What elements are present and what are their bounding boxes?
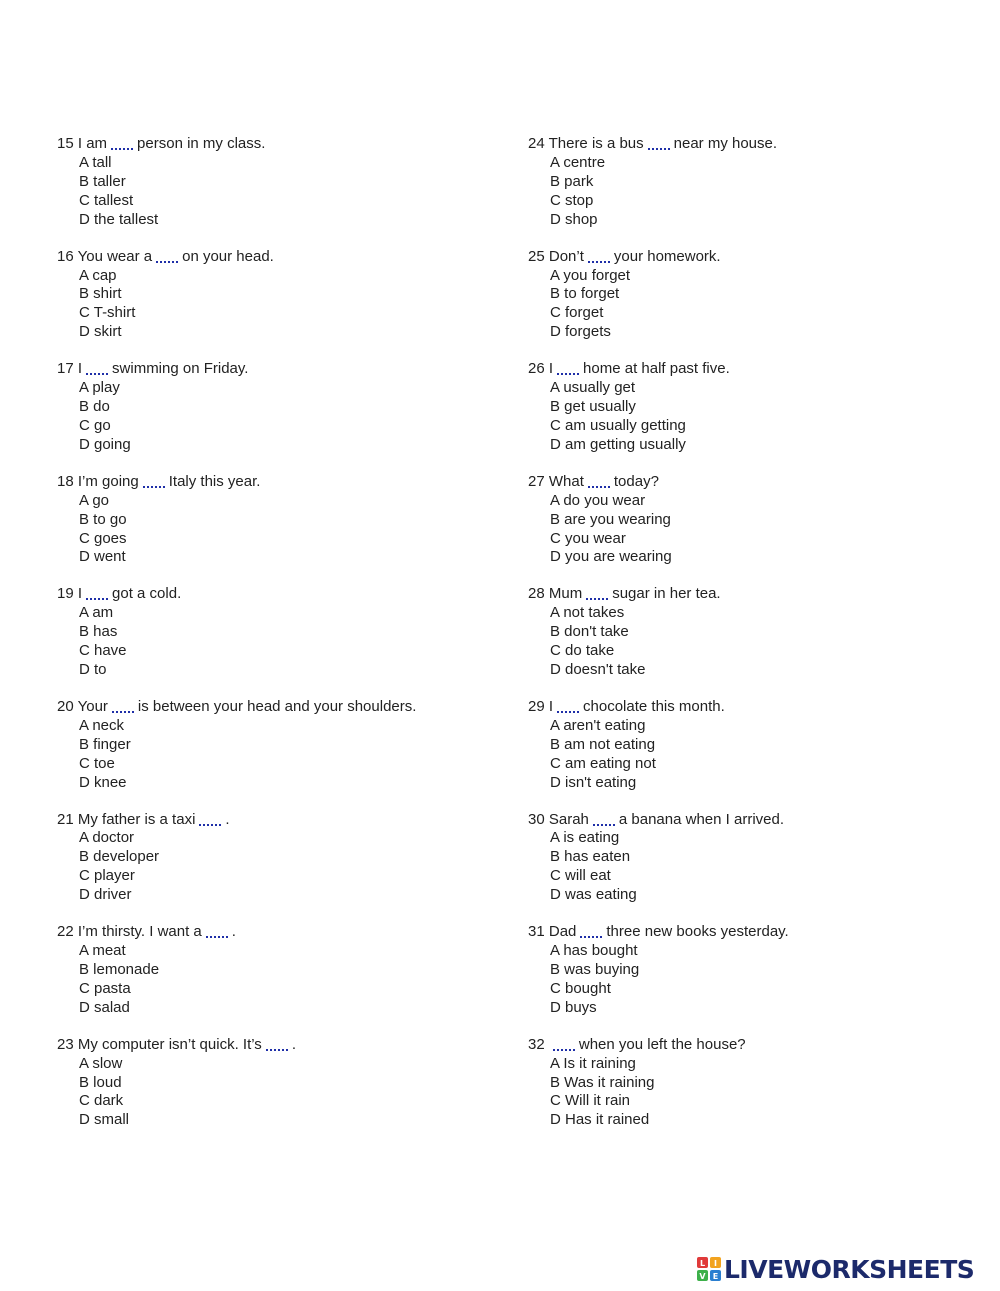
answer-blank[interactable] xyxy=(111,142,133,150)
answer-blank[interactable] xyxy=(588,255,610,263)
answer-option: A you forget xyxy=(550,266,631,284)
question-text-after: three new books yesterday. xyxy=(606,923,789,941)
answer-options xyxy=(57,1055,497,1131)
answer-option: A Is it raining xyxy=(550,1054,636,1072)
answer-blank[interactable] xyxy=(266,1043,288,1051)
answer-option: A slow xyxy=(79,1054,123,1072)
question-text-before: You wear a xyxy=(77,247,153,265)
question-text-after: your homework. xyxy=(613,247,721,265)
answer-option: B park xyxy=(550,172,594,190)
answer-options xyxy=(528,942,968,1018)
question-text-before: What xyxy=(548,472,584,490)
answer-option: C tallest xyxy=(79,191,134,209)
answer-option: B taller xyxy=(79,172,126,190)
answer-option: D was eating xyxy=(550,886,637,904)
question-number: 15 xyxy=(57,135,74,152)
question-text-after: . xyxy=(231,923,236,941)
answer-options xyxy=(528,717,968,793)
answer-blank[interactable] xyxy=(588,480,610,488)
answer-blank[interactable] xyxy=(86,592,108,600)
answer-option: B finger xyxy=(79,735,131,753)
answer-option: A not takes xyxy=(550,604,625,622)
question-stem xyxy=(528,135,968,154)
answer-option: A doctor xyxy=(79,829,135,847)
answer-blank[interactable] xyxy=(648,142,670,150)
question-text-before: My father is a taxi xyxy=(77,810,196,828)
question-text-after: home at half past five. xyxy=(583,360,730,378)
answer-option: B shirt xyxy=(79,285,122,303)
answer-option: B do xyxy=(79,398,110,415)
answer-blank[interactable] xyxy=(593,818,615,826)
answer-blank[interactable] xyxy=(580,930,602,938)
answer-option: D driver xyxy=(79,886,132,904)
answer-option: C toe xyxy=(79,754,115,772)
answer-blank[interactable] xyxy=(557,367,579,375)
answer-blank[interactable] xyxy=(199,818,221,826)
answer-option: C will eat xyxy=(550,867,611,885)
question-block xyxy=(528,248,968,361)
answer-option: D went xyxy=(79,548,126,566)
question-number: 24 xyxy=(528,135,545,152)
question-block xyxy=(57,811,497,924)
question-text-after: chocolate this month. xyxy=(583,697,725,715)
answer-option: A am xyxy=(79,604,114,622)
question-stem xyxy=(528,923,968,942)
logo-text: LIVEWORKSHEETS xyxy=(724,1254,975,1284)
answer-option: A meat xyxy=(79,942,126,960)
question-block xyxy=(528,1036,968,1149)
answer-option: D doesn't take xyxy=(550,661,646,678)
question-text-after: a banana when I arrived. xyxy=(618,810,785,828)
question-number: 21 xyxy=(57,810,74,828)
question-text-before: I am xyxy=(77,135,108,152)
answer-options xyxy=(528,829,968,905)
logo-letter-i: I xyxy=(714,1258,717,1268)
answer-option: A has bought xyxy=(550,942,638,960)
answer-option: D salad xyxy=(79,998,130,1016)
question-text-before: I xyxy=(77,360,83,378)
logo-letter-v: V xyxy=(699,1271,706,1281)
question-number: 31 xyxy=(528,923,545,941)
answer-option: A usually get xyxy=(550,379,636,397)
answer-option: B am not eating xyxy=(550,735,656,753)
answer-option: C am usually getting xyxy=(550,416,686,434)
question-number: 18 xyxy=(57,472,74,490)
answer-blank[interactable] xyxy=(557,705,579,713)
answer-option: B are you wearing xyxy=(550,510,671,528)
answer-options xyxy=(57,154,497,230)
answer-option: C do take xyxy=(550,642,615,660)
answer-blank[interactable] xyxy=(143,480,165,488)
question-stem xyxy=(528,473,968,492)
question-number: 16 xyxy=(57,247,74,265)
answer-option: B to forget xyxy=(550,285,620,303)
answer-option: D buys xyxy=(550,998,597,1016)
question-number: 30 xyxy=(528,810,545,828)
answer-option: D Has it rained xyxy=(550,1111,650,1129)
liveworksheets-logo xyxy=(697,1254,974,1284)
question-stem xyxy=(57,811,497,830)
answer-option: A cap xyxy=(79,266,117,284)
answer-option: C bought xyxy=(550,979,611,997)
question-number: 32 xyxy=(528,1035,545,1053)
question-number: 26 xyxy=(528,360,545,378)
answer-option: C have xyxy=(79,642,127,660)
question-text-after: when you left the house? xyxy=(578,1035,746,1053)
question-stem xyxy=(528,811,968,830)
answer-option: A neck xyxy=(79,716,125,734)
question-stem xyxy=(528,248,968,267)
answer-option: D skirt xyxy=(79,323,122,341)
answer-option: C stop xyxy=(550,191,594,209)
answer-option: B to go xyxy=(79,510,127,528)
answer-options xyxy=(57,604,497,680)
question-block xyxy=(57,360,497,473)
question-text-after: today? xyxy=(613,472,659,490)
answer-option: C goes xyxy=(79,529,127,547)
question-text-after: Italy this year. xyxy=(168,472,261,490)
question-block xyxy=(528,473,968,586)
question-number: 25 xyxy=(528,247,545,265)
question-number: 19 xyxy=(57,585,74,603)
question-text-after: sugar in her tea. xyxy=(612,585,721,603)
question-text-after: on your head. xyxy=(182,247,274,265)
question-stem xyxy=(57,585,497,604)
question-text-after: near my house. xyxy=(673,135,778,152)
answer-option: C pasta xyxy=(79,979,131,997)
answer-option: D am getting usually xyxy=(550,435,686,453)
question-text-before: I xyxy=(548,697,554,715)
answer-blank[interactable] xyxy=(86,367,108,375)
answer-blank[interactable] xyxy=(156,255,178,263)
answer-options xyxy=(57,267,497,343)
answer-blank[interactable] xyxy=(112,705,134,713)
answer-option: C go xyxy=(79,416,111,434)
answer-option: B developer xyxy=(79,848,160,866)
answer-options xyxy=(528,267,968,343)
answer-options xyxy=(528,604,968,680)
answer-blank[interactable] xyxy=(206,930,228,938)
question-number: 28 xyxy=(528,585,545,603)
question-number: 17 xyxy=(57,360,74,378)
question-text-before: Mum xyxy=(548,585,583,603)
question-stem xyxy=(57,698,497,717)
question-stem xyxy=(57,360,497,379)
question-text-after: got a cold. xyxy=(112,585,182,603)
question-text-after: swimming on Friday. xyxy=(112,360,249,378)
question-text-before: My computer isn’t quick. It’s xyxy=(77,1035,262,1053)
answer-option: C am eating not xyxy=(550,754,656,772)
answer-option: B loud xyxy=(79,1073,122,1091)
answer-option: D you are wearing xyxy=(550,548,672,566)
answer-option: B get usually xyxy=(550,398,636,415)
answer-option: B Was it raining xyxy=(550,1073,655,1091)
question-text-before: I xyxy=(548,360,554,378)
answer-options xyxy=(528,1055,968,1131)
question-block xyxy=(57,923,497,1036)
answer-option: D forgets xyxy=(550,323,611,341)
answer-blank[interactable] xyxy=(553,1043,575,1051)
question-text-before: I’m thirsty. I want a xyxy=(77,923,202,941)
answer-options xyxy=(57,379,497,455)
answer-option: B was buying xyxy=(550,960,640,978)
question-block xyxy=(57,248,497,361)
answer-option: D to xyxy=(79,661,107,678)
answer-option: A play xyxy=(79,379,120,397)
question-text-after: person in my class. xyxy=(137,135,266,152)
answer-option: D going xyxy=(79,435,131,453)
answer-option: D isn't eating xyxy=(550,773,637,791)
question-stem xyxy=(528,585,968,604)
question-text-after: . xyxy=(291,1035,296,1053)
answer-option: B has xyxy=(79,623,118,641)
question-number: 22 xyxy=(57,923,74,941)
question-text-before: Dad xyxy=(548,923,577,941)
answer-options xyxy=(528,379,968,455)
answer-options xyxy=(528,492,968,568)
answer-option: A tall xyxy=(79,153,112,171)
answer-option: C dark xyxy=(79,1092,124,1110)
question-text-before: Sarah xyxy=(548,810,589,828)
questions-right-column xyxy=(528,135,968,1148)
question-block xyxy=(528,698,968,811)
question-text-after: . xyxy=(225,810,230,828)
question-block xyxy=(528,811,968,924)
answer-options xyxy=(57,942,497,1018)
question-block xyxy=(57,585,497,698)
question-stem xyxy=(528,360,968,379)
question-number: 27 xyxy=(528,472,545,490)
answer-option: A centre xyxy=(550,153,606,171)
question-text-after: is between your head and your shoulders. xyxy=(137,697,417,715)
logo-letter-e: E xyxy=(712,1271,719,1281)
answer-option: B lemonade xyxy=(79,960,160,978)
answer-option: A do you wear xyxy=(550,491,646,509)
answer-option: B has eaten xyxy=(550,848,631,866)
answer-options xyxy=(528,154,968,230)
liveworksheets-logo-icon xyxy=(697,1257,721,1281)
question-text-before: Your xyxy=(77,697,108,715)
question-text-before: Don’t xyxy=(548,247,584,265)
logo-letter-l: L xyxy=(699,1258,706,1268)
question-stem xyxy=(528,1036,968,1055)
answer-option: B don't take xyxy=(550,623,629,641)
answer-option: C forget xyxy=(550,304,604,322)
question-block xyxy=(528,360,968,473)
answer-option: A is eating xyxy=(550,829,620,847)
questions-left-column xyxy=(57,135,497,1148)
answer-option: D knee xyxy=(79,773,127,791)
question-block xyxy=(528,923,968,1036)
question-block xyxy=(57,698,497,811)
question-stem xyxy=(57,473,497,492)
answer-option: C T-shirt xyxy=(79,304,136,322)
answer-option: A go xyxy=(79,491,110,509)
answer-options xyxy=(57,492,497,568)
question-text-before: There is a bus xyxy=(548,135,644,152)
question-block xyxy=(57,135,497,248)
answer-option: D small xyxy=(79,1111,130,1129)
question-text-before: I’m going xyxy=(77,472,139,490)
question-number: 20 xyxy=(57,697,74,715)
answer-option: C Will it rain xyxy=(550,1092,631,1110)
answer-options xyxy=(57,717,497,793)
question-block xyxy=(57,473,497,586)
answer-blank[interactable] xyxy=(586,592,608,600)
question-block xyxy=(57,1036,497,1149)
question-text-before: I xyxy=(77,585,83,603)
question-block xyxy=(528,135,968,248)
question-number: 29 xyxy=(528,697,545,715)
answer-option: D shop xyxy=(550,210,598,228)
question-stem xyxy=(57,248,497,267)
answer-option: C player xyxy=(79,867,135,885)
answer-option: C you wear xyxy=(550,529,626,547)
question-stem xyxy=(57,923,497,942)
question-stem xyxy=(57,135,497,154)
question-stem xyxy=(57,1036,497,1055)
question-stem xyxy=(528,698,968,717)
question-number: 23 xyxy=(57,1035,74,1053)
answer-option: A aren't eating xyxy=(550,716,646,734)
answer-options xyxy=(57,829,497,905)
answer-option: D the tallest xyxy=(79,210,159,228)
question-block xyxy=(528,585,968,698)
